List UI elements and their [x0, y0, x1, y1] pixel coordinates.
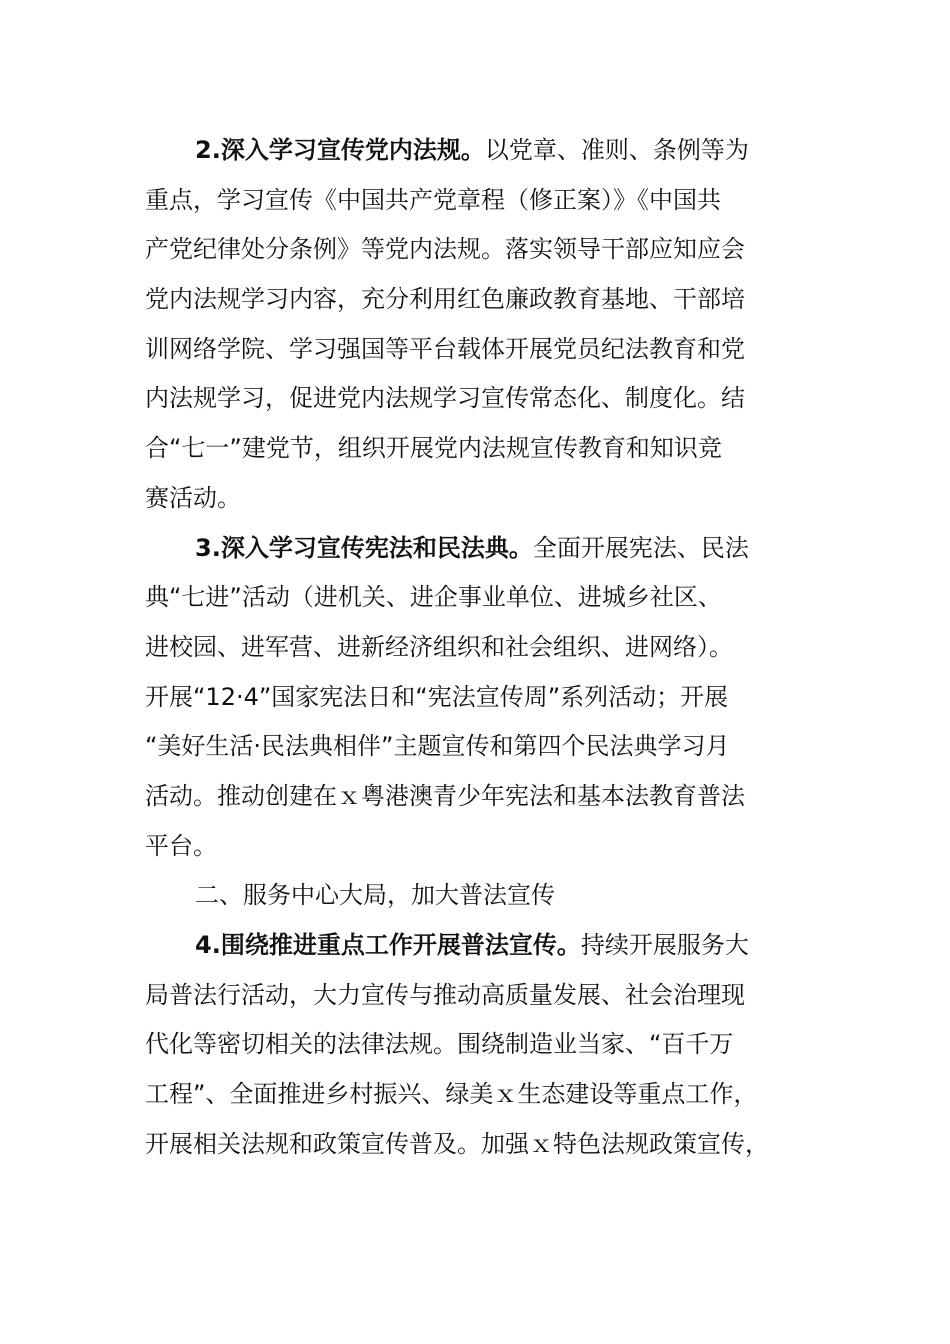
section-heading: 3.深入学习宣传宪法和民法典。 — [195, 533, 533, 562]
paragraph-line: 典“七进”活动（进机关、进企事业单位、进城乡社区、 — [145, 583, 722, 612]
paragraph-line: 开展“12·4”国家宪法日和“宪法宣传周”系列活动；开展 — [145, 682, 729, 711]
paragraph-line — [145, 524, 805, 574]
document-body — [145, 126, 805, 1169]
paragraph-2 — [145, 126, 805, 524]
paragraph-line: 党内法规学习内容，充分利用红色廉政教育基地、干部培 — [145, 285, 745, 314]
paragraph-line: “美好生活·民法典相伴”主题宣传和第四个民法典学习月 — [145, 732, 730, 761]
paragraph-line: 开展相关法规和政策宣传普及。加强ｘ特色法规政策宣传， — [145, 1129, 769, 1158]
paragraph-text: 全面开展宪法、民法 — [532, 533, 749, 562]
paragraph-line: 产党纪律处分条例》等党内法规。落实领导干部应知应会 — [145, 235, 745, 264]
section-heading: 4.围绕推进重点工作开展普法宣传。 — [195, 931, 581, 959]
paragraph-line: 赛活动。 — [145, 483, 241, 512]
paragraph-4 — [145, 921, 805, 1169]
paragraph-line: 活动。推动创建在ｘ粤港澳青少年宪法和基本法教育普法 — [145, 781, 745, 810]
paragraph-line: 进校园、进军营、进新经济组织和社会组织、进网络）。 — [145, 632, 733, 661]
section-heading: 2.深入学习宣传党内法规。 — [195, 136, 485, 164]
paragraph-line: 内法规学习，促进党内法规学习宣传常态化、制度化。结 — [145, 384, 745, 413]
paragraph-3 — [145, 524, 805, 872]
paragraph-text: 以党章、准则、条例等为 — [484, 136, 749, 164]
section-title-line: 二、服务中心大局，加大普法宣传 — [195, 881, 555, 910]
paragraph-line: 平台。 — [145, 831, 217, 860]
paragraph-line: 工程”、全面推进乡村振兴、绿美ｘ生态建设等重点工作， — [145, 1080, 758, 1109]
paragraph-line: 重点，学习宣传《中国共产党章程（修正案）》《中国共 — [145, 185, 721, 214]
section-title — [145, 871, 805, 921]
paragraph-line: 训网络学院、学习强国等平台载体开展党员纪法教育和党 — [145, 334, 745, 363]
paragraph-text: 持续开展服务大 — [580, 931, 749, 959]
paragraph-line — [145, 126, 805, 176]
paragraph-line: 合“七一”建党节，组织开展党内法规宣传教育和知识竞 — [145, 434, 722, 463]
paragraph-line: 代化等密切相关的法律法规。围绕制造业当家、“百千万 — [145, 1030, 734, 1059]
paragraph-line — [145, 921, 805, 971]
paragraph-line: 局普法行活动，大力宣传与推动高质量发展、社会治理现 — [145, 980, 745, 1009]
